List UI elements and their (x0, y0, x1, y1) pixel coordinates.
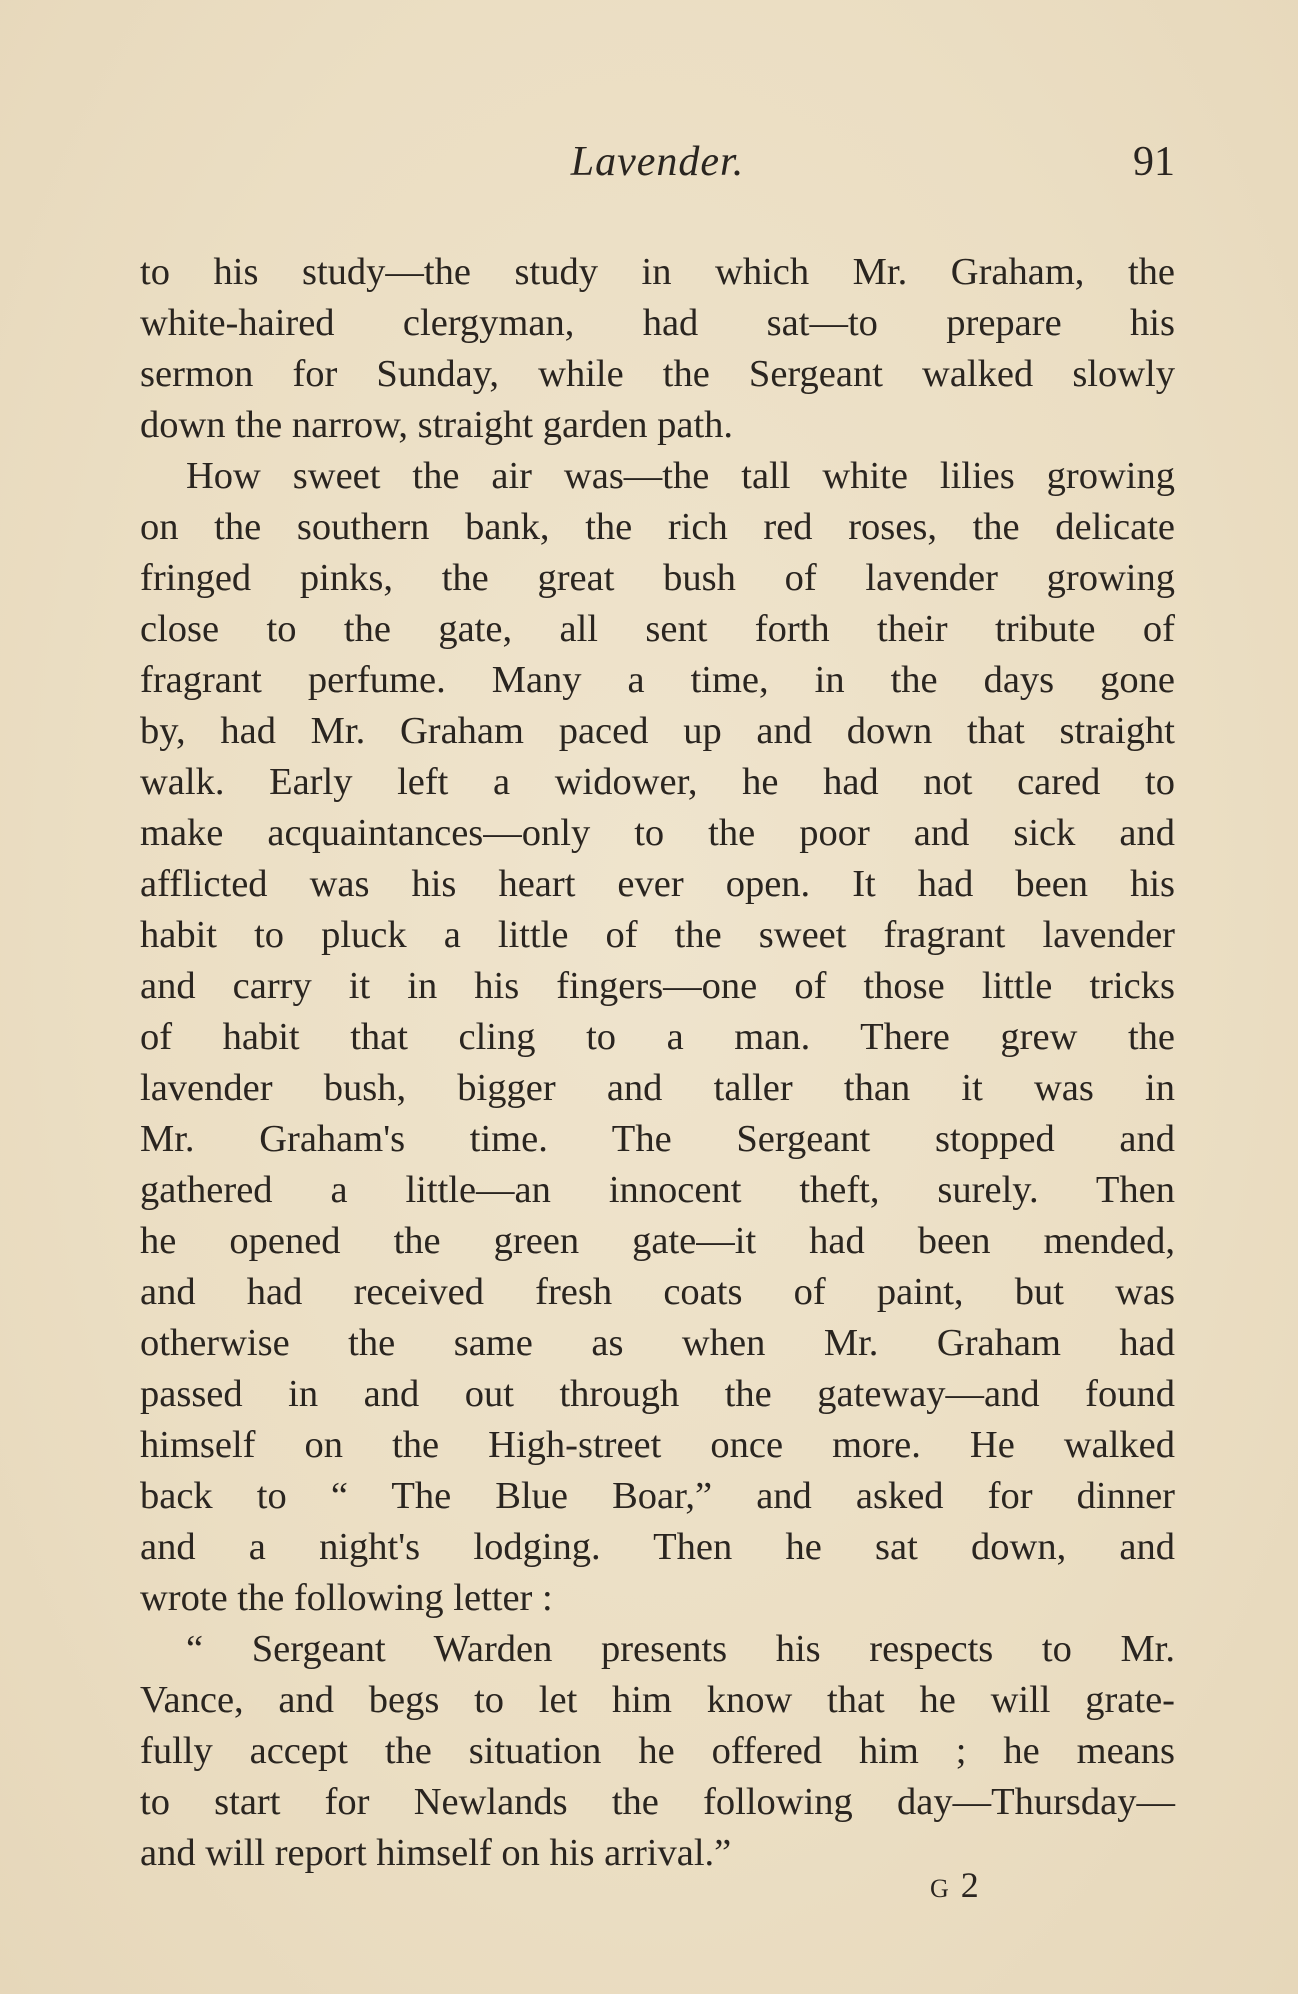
text-line: white-haired clergyman, had sat—to prepare his (140, 302, 1175, 344)
text-line: and carry it in his fingers—one of those little tricks (140, 965, 1175, 1007)
text-line: fringed pinks, the great bush of lavender growing (140, 557, 1175, 599)
text-line: and will report himself on his arrival.” (140, 1832, 732, 1874)
text-line: wrote the following letter : (140, 1577, 553, 1619)
text-line: close to the gate, all sent forth their tribute of (140, 608, 1175, 650)
text-line: on the southern bank, the rich red roses, the delicate (140, 506, 1175, 548)
text-line: to start for Newlands the following day—Thursday— (140, 1781, 1175, 1823)
running-title: Lavender. (570, 139, 745, 185)
text-line: otherwise the same as when Mr. Graham had (140, 1322, 1175, 1364)
signature-number: 2 (960, 1865, 981, 1905)
text-line: passed in and out through the gateway—and found (140, 1373, 1175, 1415)
text-line-paragraph-start: How sweet the air was—the tall white lilies growing (186, 455, 1175, 497)
text-line: afflicted was his heart ever open. It had been his (140, 863, 1175, 905)
text-line: himself on the High-street once more. He walked (140, 1424, 1175, 1466)
signature-mark (930, 1864, 981, 1906)
text-line-quote-start: “ Sergeant Warden presents his respects to Mr. (186, 1628, 1175, 1670)
text-line: gathered a little—an innocent theft, surely. Then (140, 1169, 1175, 1211)
text-line: and had received fresh coats of paint, but was (140, 1271, 1175, 1313)
text-line: and a night's lodging. Then he sat down, and (140, 1526, 1175, 1568)
text-line: he opened the green gate—it had been mended, (140, 1220, 1175, 1262)
body-text (140, 247, 1175, 1879)
text-line: walk. Early left a widower, he had not cared to (140, 761, 1175, 803)
text-line: fully accept the situation he offered him ; he means (140, 1730, 1175, 1772)
text-line: sermon for Sunday, while the Sergeant walked slowly (140, 353, 1175, 395)
text-line: Mr. Graham's time. The Sergeant stopped and (140, 1118, 1175, 1160)
page-number: 91 (1133, 139, 1175, 185)
text-line: habit to pluck a little of the sweet fragrant lavender (140, 914, 1175, 956)
signature-letter: G (930, 1874, 950, 1903)
text-line: of habit that cling to a man. There grew the (140, 1016, 1175, 1058)
text-line: to his study—the study in which Mr. Graham, the (140, 251, 1175, 293)
text-line: lavender bush, bigger and taller than it was in (140, 1067, 1175, 1109)
text-line: by, had Mr. Graham paced up and down that straight (140, 710, 1175, 752)
running-head (140, 138, 1175, 198)
text-line: back to “ The Blue Boar,” and asked for dinner (140, 1475, 1175, 1517)
text-line: make acquaintances—only to the poor and sick and (140, 812, 1175, 854)
text-line: Vance, and begs to let him know that he will grate- (140, 1679, 1175, 1721)
text-line: down the narrow, straight garden path. (140, 404, 734, 446)
text-line: fragrant perfume. Many a time, in the days gone (140, 659, 1175, 701)
